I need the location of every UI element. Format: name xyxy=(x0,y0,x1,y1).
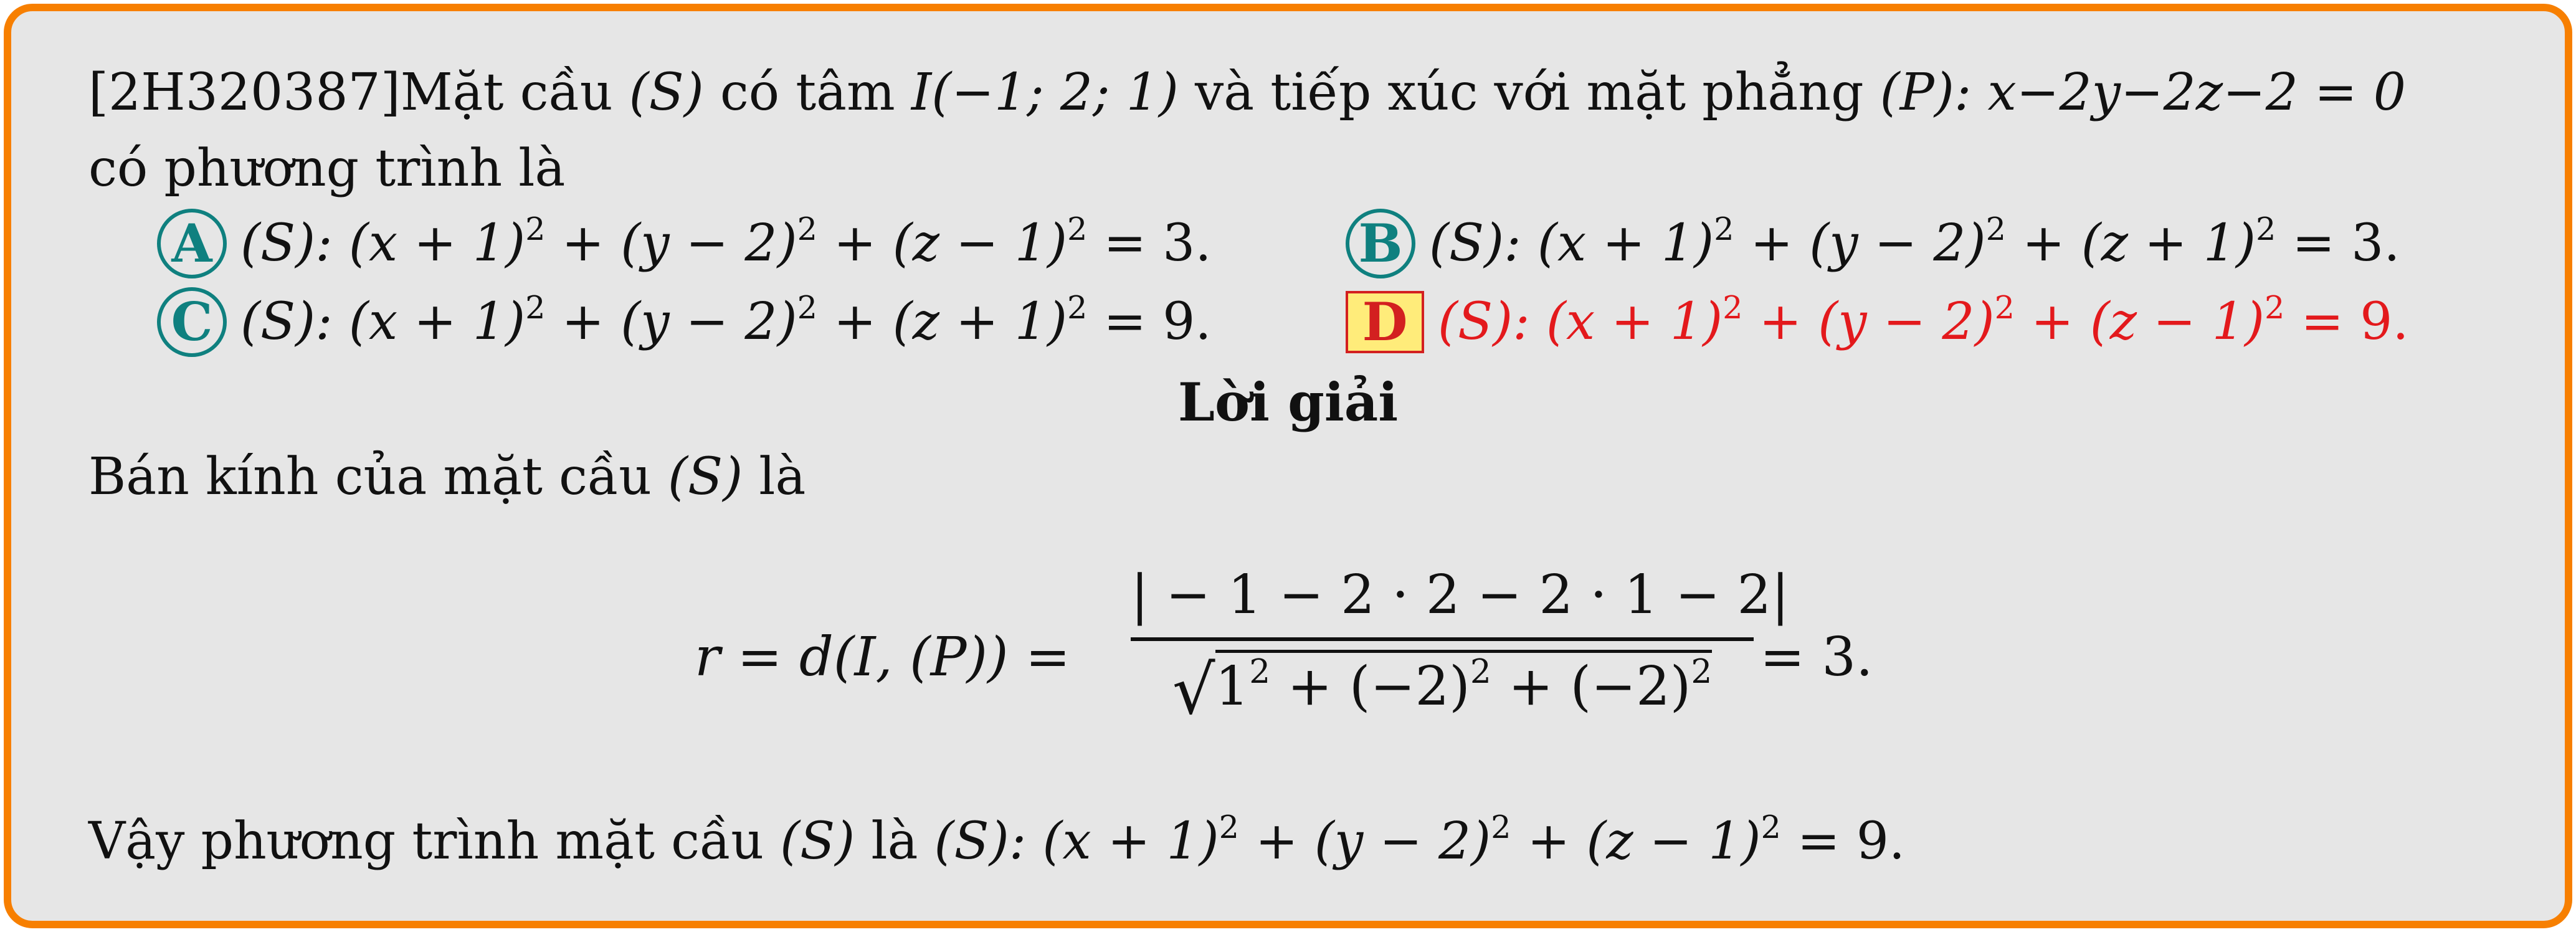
option-d-text: + (y − 2) xyxy=(1742,292,1995,351)
option-b-text: + (y − 2) xyxy=(1734,214,1986,273)
plane-name: (P): xyxy=(1880,63,1972,122)
problem-line-2: có phương trình là xyxy=(88,139,566,198)
exponent: 2 xyxy=(1985,210,2006,247)
exponent: 2 xyxy=(797,210,817,247)
option-b-text: (S): (x + 1) xyxy=(1429,214,1714,273)
exponent: 2 xyxy=(1470,652,1491,692)
option-a-text: = 3. xyxy=(1087,214,1212,273)
exponent: 2 xyxy=(1714,210,1734,247)
formula-denominator xyxy=(1131,645,1754,730)
option-c-badge: C xyxy=(157,287,227,357)
option-d-text: (S): (x + 1) xyxy=(1438,292,1723,351)
exponent: 2 xyxy=(1723,288,1743,326)
option-d-badge: D xyxy=(1346,291,1424,353)
formula-rhs: = 3. xyxy=(1760,626,1873,688)
option-d-text: + (z − 1) xyxy=(2014,292,2265,351)
solution-text: Bán kính của mặt cầu xyxy=(88,447,668,506)
option-c-text: + (y − 2) xyxy=(545,292,797,351)
sphere-symbol: (S) xyxy=(668,447,743,506)
sphere-symbol: (S) xyxy=(629,63,704,122)
option-a-badge: A xyxy=(157,209,227,278)
exponent: 2 xyxy=(1219,808,1239,845)
problem-line-1 xyxy=(88,55,2506,131)
problem-code: [2H320387] xyxy=(88,63,401,122)
option-b[interactable] xyxy=(1346,206,2400,282)
exponent: 2 xyxy=(525,210,546,247)
option-a[interactable] xyxy=(157,206,1211,282)
conclusion-equation: (S): (x + 1) xyxy=(934,812,1219,871)
sphere-symbol: (S) xyxy=(780,812,855,871)
conclusion-equation: + (z − 1) xyxy=(1511,812,1761,871)
formula-fraction xyxy=(1131,558,1790,730)
option-c-text: (S): (x + 1) xyxy=(240,292,526,351)
solution-title: Lời giải xyxy=(1177,371,1399,433)
radicand-term: + (−2) xyxy=(1491,655,1691,718)
exponent: 2 xyxy=(1067,288,1088,326)
formula-lhs: r = d(I, (P)) = xyxy=(695,626,1071,688)
plane-equation: x−2y−2z−2 = 0 xyxy=(1987,63,2406,122)
exponent: 2 xyxy=(2264,288,2285,326)
fraction-bar xyxy=(1131,637,1754,641)
problem-statement xyxy=(88,55,2506,207)
exponent: 2 xyxy=(1994,288,2015,326)
exponent: 2 xyxy=(797,288,817,326)
exponent: 2 xyxy=(1491,808,1511,845)
option-a-text: + (y − 2) xyxy=(545,214,797,273)
option-c-text: = 9. xyxy=(1087,292,1212,351)
option-d-text: = 9. xyxy=(2284,292,2409,351)
option-b-text: + (z + 1) xyxy=(2005,214,2256,273)
radicand-term: + (−2) xyxy=(1270,655,1470,718)
exponent: 2 xyxy=(1249,652,1271,692)
problem-text: Mặt cầu xyxy=(400,63,629,122)
radicand xyxy=(1215,650,1713,718)
solution-text: là xyxy=(743,447,806,506)
option-d-correct[interactable] xyxy=(1346,284,2408,360)
conclusion-equation: = 9. xyxy=(1780,812,1905,871)
problem-text: và tiếp xúc với mặt phẳng xyxy=(1178,63,1880,122)
option-b-text: = 3. xyxy=(2276,214,2400,273)
option-c-text: + (z + 1) xyxy=(817,292,1067,351)
sqrt-icon: √ xyxy=(1172,652,1215,730)
solution-radius-line xyxy=(88,439,2506,515)
option-c[interactable] xyxy=(157,284,1211,361)
radicand-term: 1 xyxy=(1215,655,1250,718)
problem-text: có tâm xyxy=(703,63,911,122)
exponent: 2 xyxy=(1761,808,1781,845)
solution-text: là xyxy=(855,812,934,871)
solution-conclusion xyxy=(88,804,2506,880)
center-point: I(−1; 2; 1) xyxy=(911,63,1179,122)
exponent: 2 xyxy=(1691,652,1713,692)
exponent: 2 xyxy=(525,288,546,326)
option-a-text: (S): (x + 1) xyxy=(240,214,526,273)
exponent: 2 xyxy=(2255,210,2276,247)
formula-numerator: | − 1 − 2 · 2 − 2 · 1 − 2| xyxy=(1131,564,1790,626)
solution-text: Vậy phương trình mặt cầu xyxy=(88,812,781,871)
exponent: 2 xyxy=(1067,210,1088,247)
option-b-badge: B xyxy=(1346,209,1415,278)
option-a-text: + (z − 1) xyxy=(817,214,1067,273)
conclusion-equation: + (y − 2) xyxy=(1238,812,1491,871)
